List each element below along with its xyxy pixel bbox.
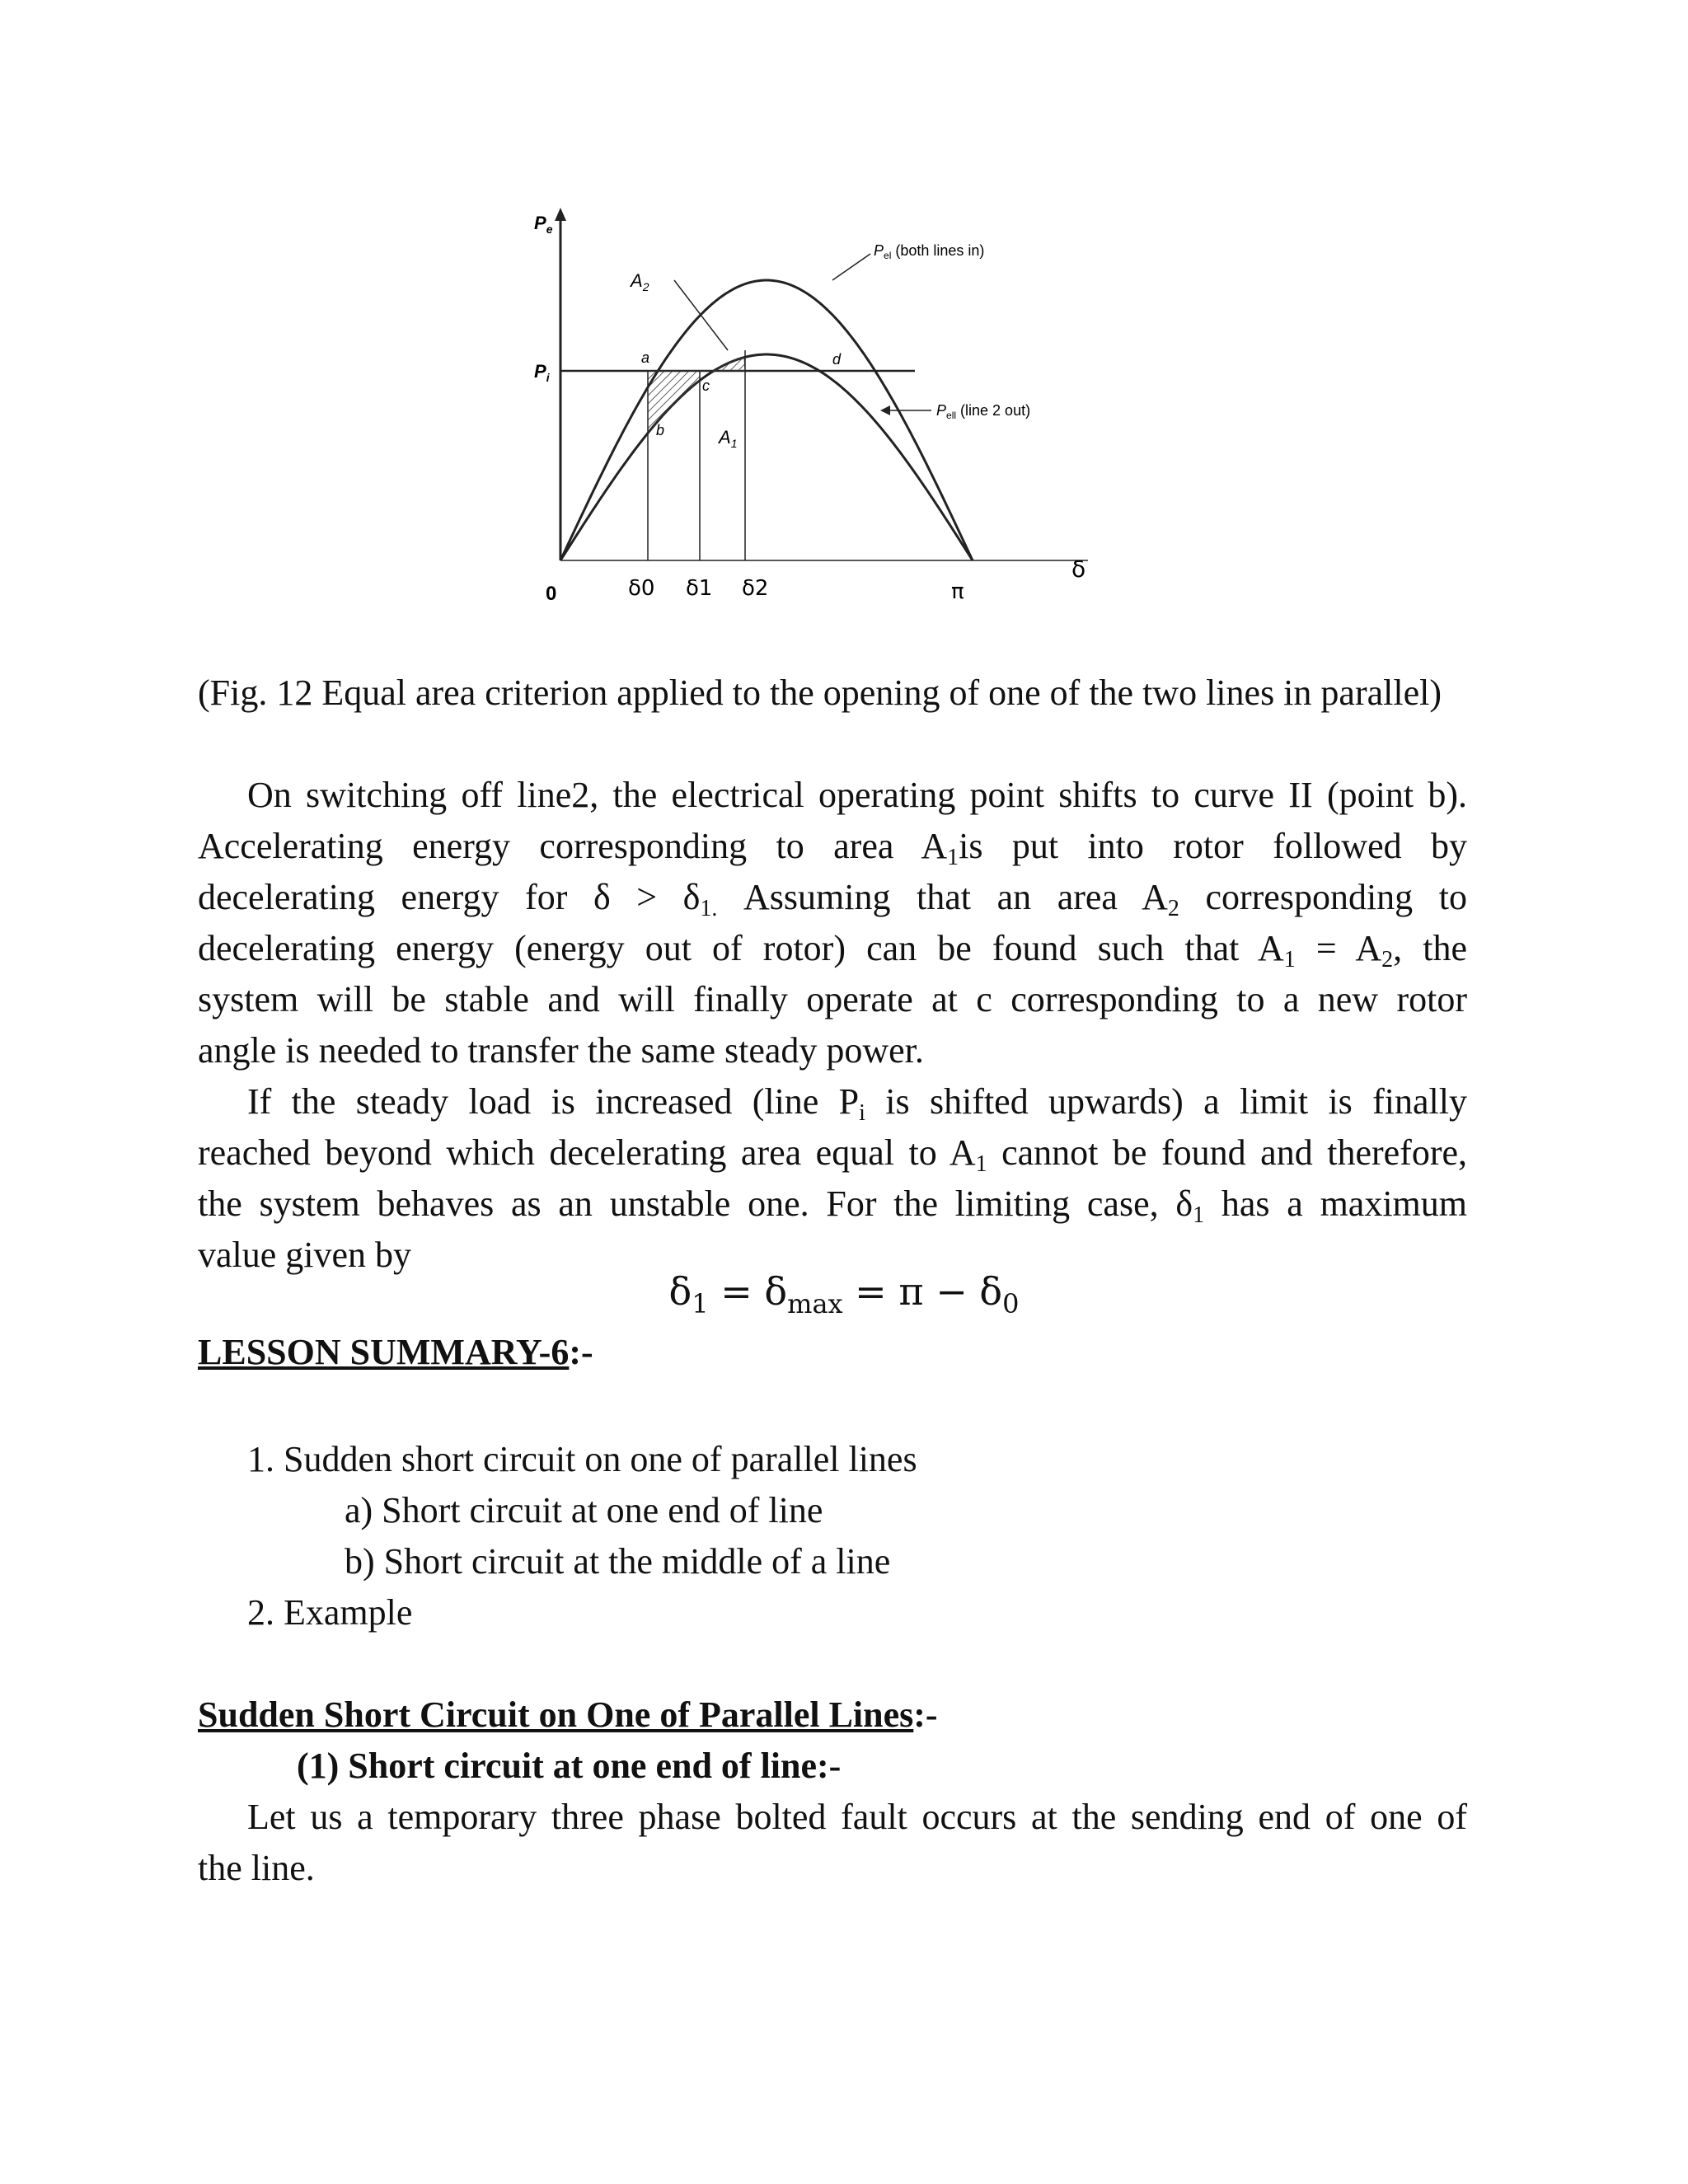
summary-item-1a: a) Short circuit at one end of line [345, 1490, 823, 1530]
power-angle-diagram [495, 190, 1086, 618]
point-a-label: a [641, 349, 650, 366]
point-d-label: d [832, 351, 842, 368]
curve-line-2-out [560, 354, 973, 560]
equal-area-figure [495, 190, 1086, 618]
both-in-leader [832, 254, 870, 280]
a2-leader [674, 280, 728, 350]
paragraph-2 [198, 1076, 1467, 1281]
origin-label: 0 [546, 583, 557, 605]
para2-line2: reached beyond which decelerating area equal to $A_1$ cannot be found and therefore, [198, 1132, 1467, 1177]
tick-pi: π [951, 579, 964, 604]
area-a2-hatch [700, 358, 745, 371]
summary-item-2: 2. Example [247, 1592, 413, 1633]
summary-item-1b: b) Short circuit at the middle of a line [345, 1541, 891, 1582]
section-body-line1: Let us a temporary three phase bolted fault occurs at the sending end of one of [247, 1797, 1467, 1837]
section-body-line2: the line. [198, 1848, 315, 1888]
line-out-arrow [880, 405, 890, 415]
paragraph-1 [198, 770, 1467, 1076]
para2-line3: the system behaves as an unstable one. For the limiting case, $\delta_1$ has a maximum [198, 1183, 1468, 1228]
pi-label: $P_i$ [534, 361, 550, 384]
para1-line4: decelerating energy (energy out of rotor) can be found such that $A_1 = A_2$, the [198, 928, 1467, 972]
y-axis-label: $P_e$ [534, 213, 553, 236]
subsection-heading: (1) Short circuit at one end of line:- [297, 1746, 842, 1786]
curve-both-label: $P_{el}$ (both lines in) [874, 242, 985, 261]
tick-delta1: δ1 [686, 576, 713, 601]
section-heading: Sudden Short Circuit on One of Parallel Lines:- [198, 1694, 938, 1735]
para2-line1: If the steady load is increased (line $P_i$ is shifted upwards) a limit is finally [247, 1081, 1467, 1126]
section-body [198, 1792, 1467, 1894]
y-axis-arrow [555, 208, 566, 221]
tick-delta0: δ0 [628, 576, 655, 601]
a2-label: $A_2$ [631, 270, 649, 293]
summary-item-1: 1. Sudden short circuit on one of parallel lines [247, 1439, 917, 1479]
curve-both-lines-in [560, 280, 973, 560]
a1-label: $A_1$ [719, 427, 738, 450]
para1-line5: system will be stable and will finally operate at c corresponding to a new rotor [198, 979, 1467, 1019]
para1-line2: Accelerating energy corresponding to area $A_1is$ put into rotor followed by [198, 826, 1467, 870]
para1-line1: On switching off line2, the electrical operating point shifts to curve II (point b). [247, 775, 1467, 815]
tick-delta2: δ2 [742, 576, 769, 601]
para1-line3: decelerating energy for $\delta > \delta_{1.}$ Assuming that an area $A_2$ corresponding to [198, 877, 1467, 921]
para2-line4: value given by [198, 1235, 412, 1275]
point-b-label: b [656, 422, 665, 438]
curve-out-label: $P_{ell}$ (line 2 out) [936, 402, 1031, 421]
figure-caption: (Fig. 12 Equal area criterion applied to the opening of one of the two lines in parallel) [198, 673, 1442, 713]
x-axis-label: δ [1071, 555, 1086, 583]
point-c-label: c [702, 377, 710, 394]
para1-line6: angle is needed to transfer the same steady power. [198, 1030, 924, 1071]
lesson-summary-heading: LESSON SUMMARY-6:- [198, 1332, 593, 1372]
delta-max-equation: $\delta_1 = \delta_{max} = \pi - \delta_0$ [668, 1269, 1020, 1319]
